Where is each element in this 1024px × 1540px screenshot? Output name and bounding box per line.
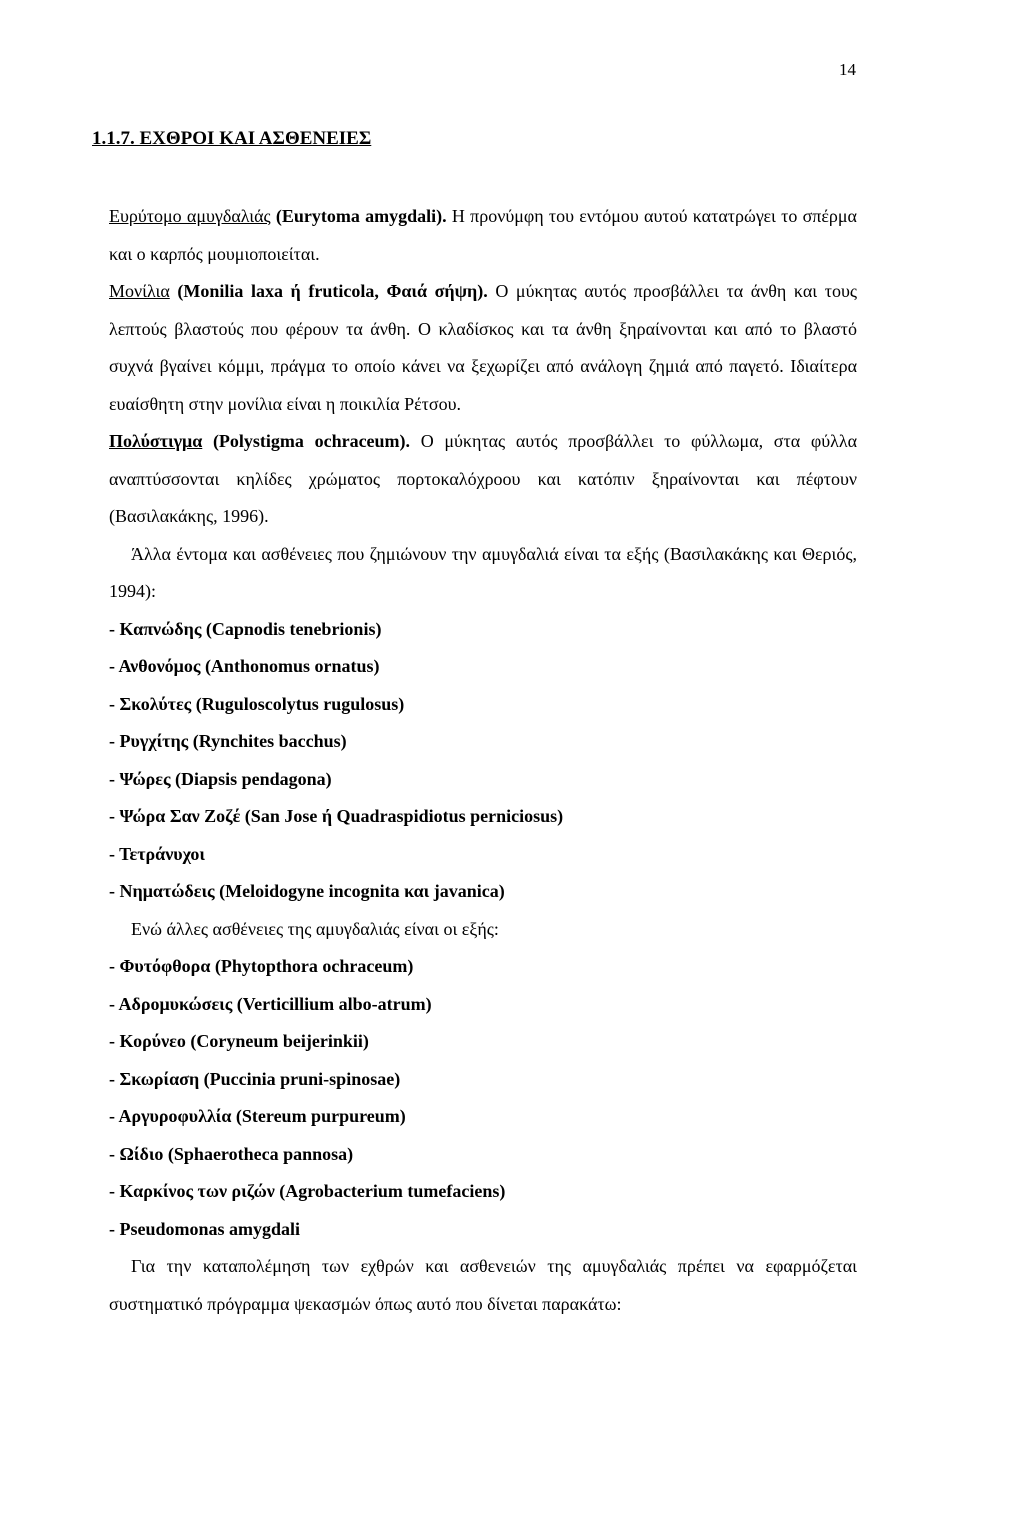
- list-item: - Ρυγχίτης (Rynchites bacchus): [109, 731, 347, 751]
- list-item: - Τετράνυχοι: [109, 843, 205, 864]
- section-heading: 1.1.7. ΕΧΘΡΟΙ ΚΑΙ ΑΣΘΕΝΕΙΕΣ: [92, 128, 372, 149]
- disease-text-monilia: Ο μύκητας αυτός προσβάλλει τα άνθη και τους λεπτούς βλαστούς που φέρουν τα άνθη. Ο κλαδίσκος και τα άνθη ξηραίνονται και από το βλαστό συχνά βγαίνει κόμμι, πράγμα το οποίο κάνει να ξεχωρίζει από ανάλογη ζημιά από παγετό. Ιδιαίτερα ευαίσθητη στην μονίλια είναι η ποικιλία Ρέτσου.: [109, 281, 857, 414]
- disease-latin-monilia: (Monilia laxa ή fruticola, Φαιά σήψη).: [177, 281, 488, 301]
- list-item: - Σκολύτες (Ruguloscolytus rugulosus): [109, 693, 405, 714]
- paragraph-pests-intro: Άλλα έντομα και ασθένειες που ζημιώνουν την αμυγδαλιά είναι τα εξής (Βασιλακάκης και Θεριός, 1994):: [109, 543, 857, 601]
- diseases-list: [109, 948, 857, 1248]
- paragraph-eurytoma: [109, 198, 857, 273]
- list-item: - Φυτόφθορα (Phytopthora ochraceum): [109, 956, 414, 976]
- paragraph-diseases-intro: Ενώ άλλες ασθένειες της αμυγδαλιάς είναι οι εξής:: [131, 918, 499, 939]
- list-item: - Pseudomonas amygdali: [109, 1218, 301, 1239]
- list-item: - Σκωρίαση (Puccinia pruni-spinosae): [109, 1068, 401, 1089]
- paragraph-polystigma: [109, 423, 857, 536]
- disease-name-monilia: Μονίλια: [109, 281, 170, 301]
- list-item: - Ωίδιο (Sphaerotheca pannosa): [109, 1143, 354, 1164]
- paragraph-closing: Για την καταπολέμηση των εχθρών και ασθενειών της αμυγδαλιάς πρέπει να εφαρμόζεται συστηματικό πρόγραμμα ψεκασμών όπως αυτό που δίνεται παρακάτω:: [109, 1256, 857, 1314]
- list-item: - Ανθονόμος (Anthonomus ornatus): [109, 656, 380, 676]
- list-item: - Αδρομυκώσεις (Verticillium albo-atrum): [109, 993, 432, 1014]
- disease-name-polystigma: Πολύστιγμα: [109, 431, 203, 451]
- pest-name-eurytoma: Ευρύτομο αμυγδαλιάς: [109, 206, 271, 226]
- page-number: 14: [839, 60, 856, 79]
- list-item: - Καρκίνος των ριζών (Agrobacterium tumefaciens): [109, 1181, 506, 1201]
- disease-text-polystigma: Ο μύκητας αυτός προσβάλλει το φύλλωμα, στα φύλλα αναπτύσσονται κηλίδες χρώματος πορτοκαλόχροου και κατόπιν ξηραίνονται και πέφτουν (Βασιλακάκης, 1996).: [109, 431, 858, 526]
- list-item: - Καπνώδης (Capnodis tenebrionis): [109, 618, 382, 639]
- pest-text-eurytoma: Η προνύμφη του εντόμου αυτού κατατρώγει το σπέρμα και ο καρπός μουμιοποιείται.: [109, 206, 857, 264]
- pests-list: [109, 611, 857, 911]
- list-item: - Αργυροφυλλία (Stereum purpureum): [109, 1106, 406, 1126]
- list-item: - Νηματώδεις (Meloidogyne incognita και javanica): [109, 881, 505, 901]
- disease-latin-polystigma: (Polystigma ochraceum).: [212, 431, 411, 451]
- section-body: [109, 198, 857, 1323]
- list-item: - Ψώρες (Diapsis pendagona): [109, 768, 332, 789]
- list-item: - Κορύνεο (Coryneum beijerinkii): [109, 1031, 369, 1051]
- paragraph-monilia: [109, 273, 857, 423]
- list-item: - Ψώρα Σαν Ζοζέ (San Jose ή Quadraspidiotus perniciosus): [109, 806, 564, 826]
- pest-latin-eurytoma: (Eurytoma amygdali).: [275, 206, 447, 226]
